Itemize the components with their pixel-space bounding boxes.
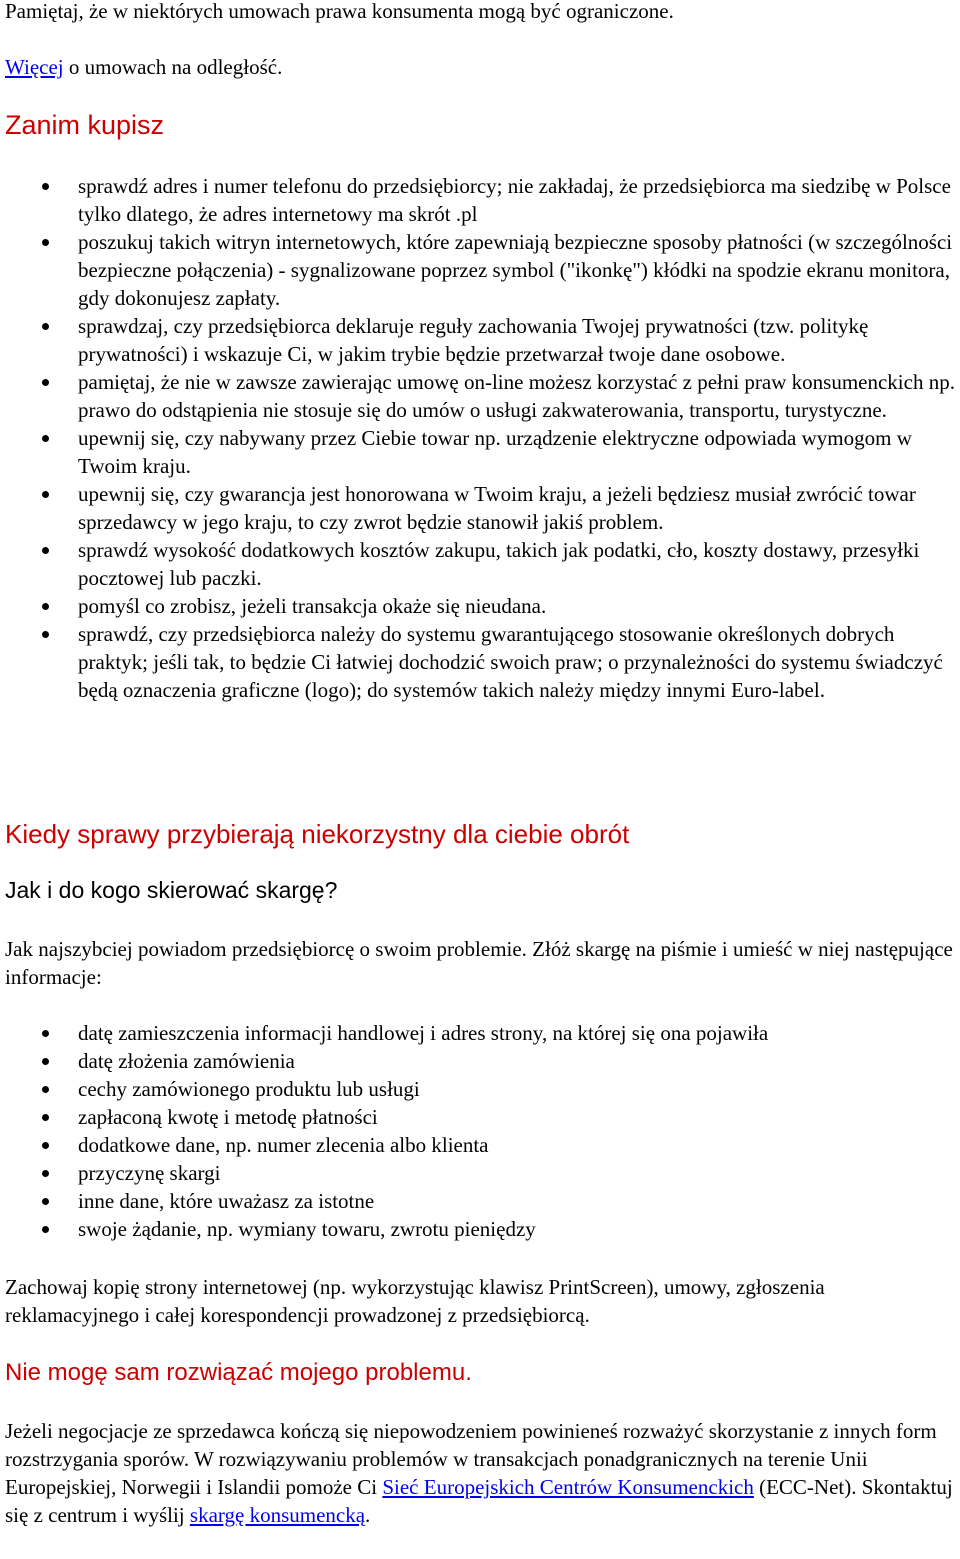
cannot-solve-text [5,1417,960,1529]
list-item: datę złożenia zamówienia [5,1047,960,1075]
list-item: cechy zamówionego produktu lub usługi [5,1075,960,1103]
cannot-solve-text-middle: (ECC-Net). Skontaktuj się z centrum i wyślij [5,1475,953,1527]
list-item: pamiętaj, że nie w zawsze zawierając umowę on-line możesz korzystać z pełni praw konsumenckich np. prawo do odstąpienia nie stosuje się do umów o usługi zakwaterowania, transportu, turystyczne. [5,368,960,424]
list-item: inne dane, które uważasz za istotne [5,1187,960,1215]
complaint-subheading: Jak i do kogo skierować skargę? [5,877,338,903]
list-item: swoje żądanie, np. wymiany towaru, zwrotu pieniędzy [5,1215,960,1243]
list-item: sprawdź, czy przedsiębiorca należy do systemu gwarantującego stosowanie określonych dobrych praktyk; jeśli tak, to będzie Ci łatwiej dochodzić swoich praw; o przynależności do systemu świadczyć będą oznaczenia graficzne (logo); do systemów takich należy między innymi Euro-label. [5,620,960,704]
intro-line: Pamiętaj, że w niektórych umowach prawa konsumenta mogą być ograniczone. [5,0,674,23]
before-buy-heading: Zanim kupisz [5,110,165,140]
list-item: upewnij się, czy nabywany przez Ciebie towar np. urządzenie elektryczne odpowiada wymogom w Twoim kraju. [5,424,960,480]
list-item: sprawdź wysokość dodatkowych kosztów zakupu, takich jak podatki, cło, koszty dostawy, przesyłki pocztowej lub paczki. [5,536,960,592]
cannot-solve-heading: Nie mogę sam rozwiązać mojego problemu. [5,1359,472,1386]
list-item: upewnij się, czy gwarancja jest honorowana w Twoim kraju, a jeżeli będziesz musiał zwrócić towar sprzedawcy w jego kraju, to czy zwrot będzie stanowił jakiś problem. [5,480,960,536]
cannot-solve-text-start: Jeżeli negocjacje ze sprzedawca kończą się niepowodzeniem powinieneś rozważyć skorzystanie z innych form rozstrzygania sporów. W rozwiązywaniu problemów w transakcjach ponadgranicznych na terenie Unii Europejskiej, Norwegii i Islandii pomoże Ci [5,1419,937,1499]
cannot-solve-text-end: . [365,1503,371,1527]
list-item: przyczynę skargi [5,1159,960,1187]
list-item: dodatkowe dane, np. numer zlecenia albo klienta [5,1131,960,1159]
list-item: pomyśl co zrobisz, jeżeli transakcja okaże się nieudana. [5,592,960,620]
complaint-intro: Jak najszybciej powiadom przedsiębiorcę o swoim problemie. Złóż skargę na piśmie i umieść w niej następujące informacje: [5,937,953,989]
more-rest-text: o umowach na odległość. [63,55,283,79]
list-item: sprawdź adres i numer telefonu do przedsiębiorcy; nie zakładaj, że przedsiębiorca ma siedzibę w Polsce tylko dlatego, że adres internetowy ma skrót .pl [5,172,960,228]
list-item: poszukuj takich witryn internetowych, które zapewniają bezpieczne sposoby płatności (w szczególności bezpieczne połączenia) - sygnalizowane poprzez symbol ("ikonkę") kłódki na spodzie ekranu monitora, gdy dokonujesz zapłaty. [5,228,960,312]
consumer-complaint-link[interactable]: skargę konsumencką [189,1503,366,1527]
more-info-line [5,53,960,81]
list-item: zapłaconą kwotę i metodę płatności [5,1103,960,1131]
unfavorable-heading: Kiedy sprawy przybierają niekorzystny dla ciebie obrót [5,819,630,849]
list-item: datę zamieszczenia informacji handlowej i adres strony, na której się ona pojawiła [5,1019,960,1047]
list-item: sprawdzaj, czy przedsiębiorca deklaruje reguły zachowania Twojej prywatności (tzw. politykę prywatności) i wskazuje Ci, w jakim trybie będzie przetwarzał twoje dane osobowe. [5,312,960,368]
ecc-net-link[interactable]: Sieć Europejskich Centrów Konsumenckich [382,1475,754,1499]
keep-copy-text: Zachowaj kopię strony internetowej (np. wykorzystując klawisz PrintScreen), umowy, zgłoszenia reklamacyjnego i całej korespondencji prowadzonej z przedsiębiorcą. [5,1275,825,1327]
before-buy-list [5,172,960,704]
complaint-info-list [5,1019,960,1243]
more-link[interactable]: Więcej [5,55,64,79]
